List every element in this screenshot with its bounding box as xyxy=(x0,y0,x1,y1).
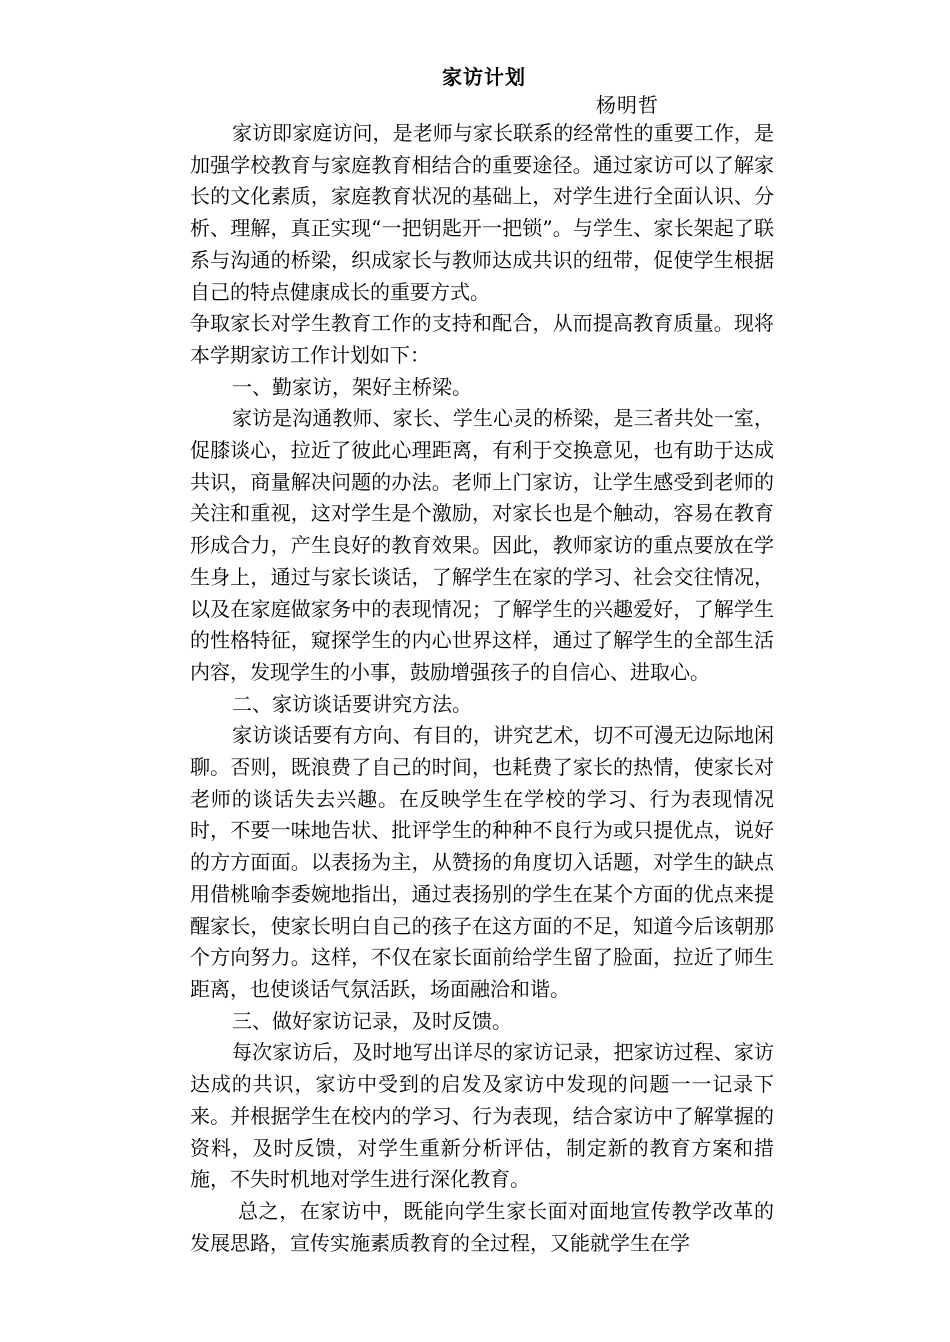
paragraph-section-1: 家访是沟通教师、家长、学生心灵的桥梁，是三者共处一室，促膝谈心，拉近了彼此心理距离，有利于交换意见，也有助于达成共识，商量解决问题的办法。老师上门家访，让学生感受到老师的关注和重视，这对学生是个激励，对家长也是个触动，容易在教育形成合力，产生良好的教育效果。因此，教师家访的重点要放在学生身上，通过与家长谈话，了解学生在家的学习、社会交往情况，以及在家庭做家务中的表现情况；了解学生的兴趣爱好，了解学生的性格特征，窥探学生的内心世界这样，通过了解学生的全部生活内容，发现学生的小事，鼓励增强孩子的自信心、进取心。 xyxy=(190,406,774,684)
section-heading-1: 一、勤家访，架好主桥梁。 xyxy=(232,374,472,399)
section-heading-2: 二、家访谈话要讲究方法。 xyxy=(232,691,472,716)
paragraph-intro-continued: 争取家长对学生教育工作的支持和配合，从而提高教育质量。现将本学期家访工作计划如下： xyxy=(190,311,774,367)
section-heading-3: 三、做好家访记录，及时反馈。 xyxy=(232,1008,512,1033)
document-title: 家访计划 xyxy=(442,65,526,89)
document-body xyxy=(190,118,774,1259)
paragraph-section-3: 每次家访后，及时地写出详尽的家访记录，把家访过程、家访达成的共识，家访中受到的启发及家访中发现的问题一一记录下来。并根据学生在校内的学习、行为表现，结合家访中了解掌握的资料，及时反馈，对学生重新分析评估，制定新的教育方案和措施，不失时机地对学生进行深化教育。 xyxy=(190,1040,774,1192)
document-author: 杨明哲 xyxy=(596,93,659,117)
paragraph-intro: 家访即家庭访问，是老师与家长联系的经常性的重要工作，是加强学校教育与家庭教育相结合的重要途径。通过家访可以了解家长的文化素质，家庭教育状况的基础上，对学生进行全面认识、分析、理解，真正实现“一把钥匙开一把锁”。与学生、家长架起了联系与沟通的桥梁，织成家长与教师达成共识的纽带，促使学生根据自己的特点健康成长的重要方式。 xyxy=(190,121,774,304)
paragraph-section-2: 家访谈话要有方向、有目的，讲究艺术，切不可漫无边际地闲聊。否则，既浪费了自己的时间，也耗费了家长的热情，使家长对老师的谈话失去兴趣。在反映学生在学校的学习、行为表现情况时，不要一味地告状、批评学生的种种不良行为或只提优点，说好的方方面面。以表扬为主，从赞扬的角度切入话题，对学生的缺点用借桃喻李委婉地指出，通过表扬别的学生在某个方面的优点来提醒家长，使家长明白自己的孩子在这方面的不足，知道今后该朝那个方向努力。这样，不仅在家长面前给学生留了脸面，拉近了师生距离，也使谈话气氛活跃，场面融洽和谐。 xyxy=(190,723,774,1001)
paragraph-conclusion: 总之，在家访中，既能向学生家长面对面地宣传教学改革的发展思路，宣传实施素质教育的全过程，又能就学生在学 xyxy=(190,1198,774,1255)
